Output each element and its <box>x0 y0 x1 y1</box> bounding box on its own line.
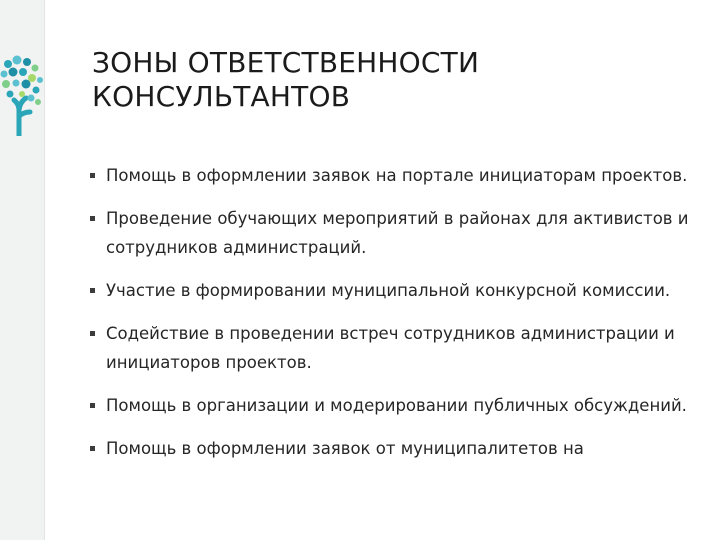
list-item-text: Участие в формировании муниципальной конкурсной комиссии. <box>106 281 671 300</box>
bullet-square-icon <box>90 173 95 178</box>
slide-title-line-1: ЗОНЫ ОТВЕТСТВЕННОСТИ <box>92 46 480 79</box>
list-item-text: Проведение обучающих мероприятий в районах для активистов и сотрудников администраций. <box>106 209 689 257</box>
left-sidebar-strip <box>0 0 45 540</box>
responsibilities-list <box>90 161 690 477</box>
list-item <box>90 204 690 262</box>
bullet-square-icon <box>90 331 95 336</box>
list-item <box>90 434 690 463</box>
tree-logo-icon <box>0 52 48 136</box>
list-item <box>90 161 690 190</box>
list-item <box>90 319 690 377</box>
list-item-text: Помощь в организации и модерировании публичных обсуждений. <box>106 396 687 415</box>
bullet-square-icon <box>90 446 95 451</box>
bullet-square-icon <box>90 288 95 293</box>
slide-title-line-2: КОНСУЛЬТАНТОВ <box>92 80 351 113</box>
list-item-text: Помощь в оформлении заявок на портале инициаторам проектов. <box>106 166 688 185</box>
bullet-square-icon <box>90 403 95 408</box>
list-item-text: Помощь в оформлении заявок от муниципалитетов на <box>106 439 584 458</box>
list-item <box>90 391 690 420</box>
list-item-text: Содействие в проведении встреч сотрудников администрации и инициаторов проектов. <box>106 324 675 372</box>
list-item <box>90 276 690 305</box>
bullet-square-icon <box>90 216 95 221</box>
slide-title <box>92 46 692 114</box>
